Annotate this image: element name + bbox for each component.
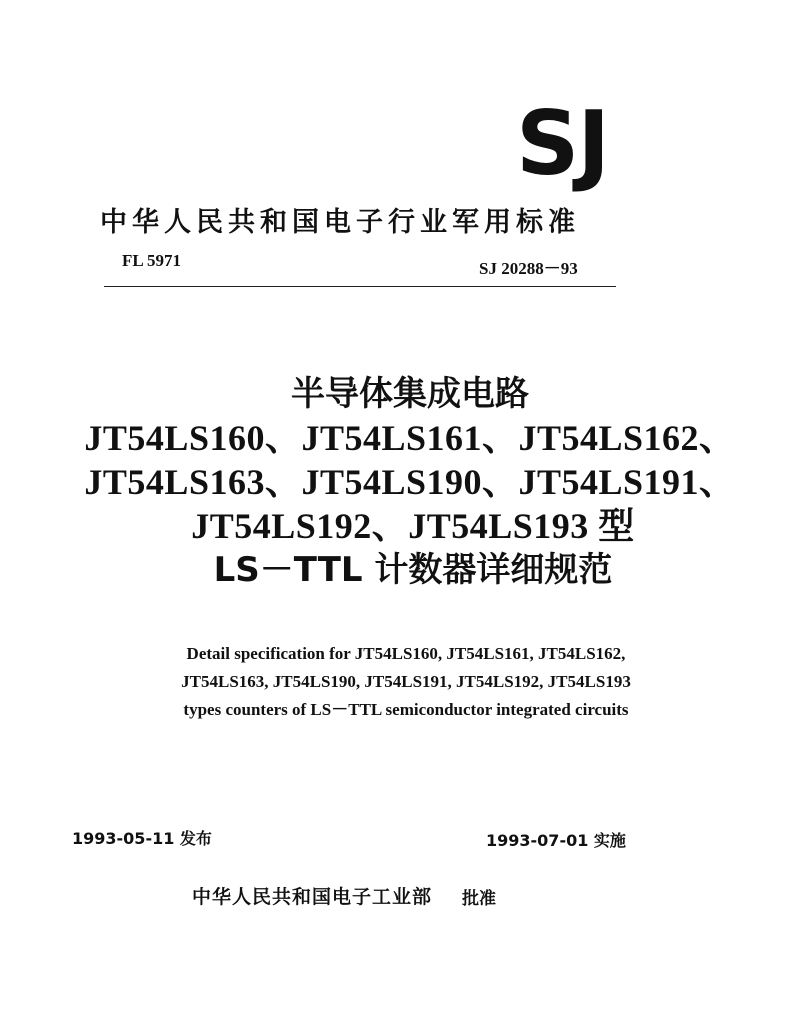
title-line-2: JT54LS160、JT54LS161、JT54LS162、 [84,418,736,458]
standard-logo: SJ [516,92,609,195]
standard-category-title: 中华人民共和国电子行业军用标准 [100,207,580,238]
english-title-line-1: Detail specification for JT54LS160, JT54LS161, JT54LS162, [186,644,626,663]
title-line-3: JT54LS163、JT54LS190、JT54LS191、 [84,462,736,502]
standard-number: SJ 20288－93 [479,259,578,278]
title-line-4: JT54LS192、JT54LS193 型 [191,506,635,546]
approval-organization: 中华人民共和国电子工业部 [192,886,433,908]
english-title-line-3: types counters of LS－TTL semiconductor integrated circuits [183,700,629,719]
approval-label: 批准 [462,889,496,909]
header-divider [104,286,616,287]
english-title [30,640,782,724]
english-title-line-2: JT54LS163, JT54LS190, JT54LS191, JT54LS192, JT54LS193 [181,672,631,691]
issue-date: 1993-05-11 发布 [72,829,212,848]
title-line-1: 半导体集成电路 [291,374,529,414]
title-line-5: LS－TTL 计数器详细规范 [213,550,613,590]
document-title [30,372,790,592]
classification-code: FL 5971 [122,251,182,270]
effective-date: 1993-07-01 实施 [486,831,626,850]
